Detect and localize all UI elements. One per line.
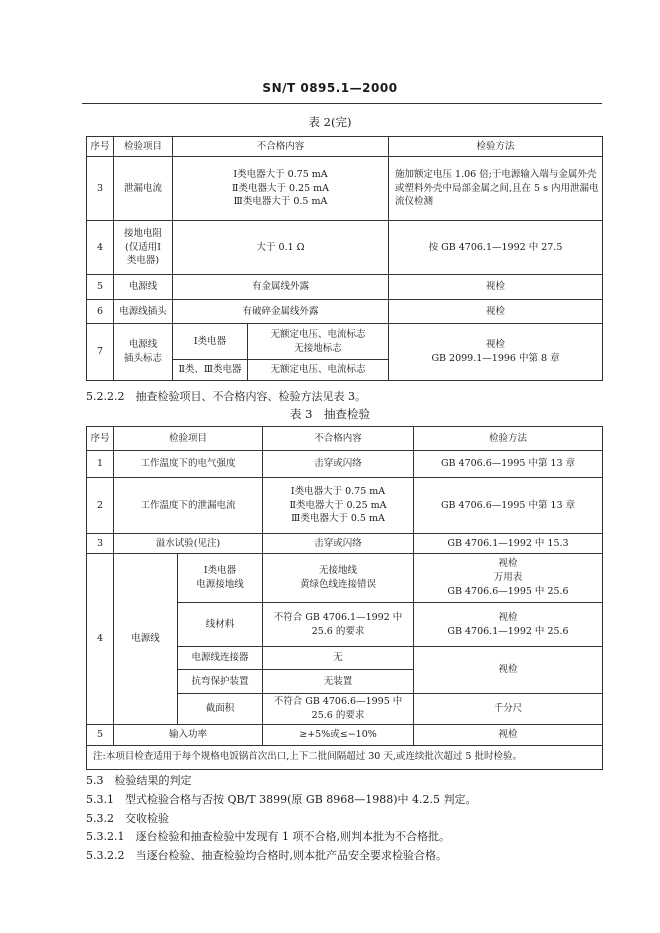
cell-content bbox=[263, 478, 414, 534]
item-line: 电源线 bbox=[128, 339, 158, 351]
cell-no: 3 bbox=[87, 157, 114, 221]
th-no: 序号 bbox=[87, 427, 114, 451]
para-5-3-1: 5.3.1 型式检验合格与否按 QB/T 3899(原 GB 8968—1988)中 4.2.5 判定。 bbox=[86, 793, 477, 806]
cell-method: GB 4706.6—1995 中第 13 章 bbox=[414, 451, 603, 478]
table-row bbox=[87, 157, 603, 221]
cell-sub: 电源线连接器 bbox=[178, 647, 263, 670]
cell-sub: Ⅰ类电器 bbox=[173, 324, 248, 360]
method-line: 万用表 bbox=[493, 572, 523, 584]
table-row bbox=[87, 427, 603, 451]
item-line: 插头标志 bbox=[123, 353, 162, 364]
content-line: 无接地线 bbox=[319, 565, 358, 577]
cell-item: 电源线 bbox=[114, 554, 178, 725]
cell-no: 1 bbox=[87, 451, 114, 478]
cell-content: 有破碎金属线外露 bbox=[173, 300, 389, 324]
table2-caption: 表 2(完) bbox=[308, 115, 352, 129]
item-line: (仅适用Ⅰ bbox=[125, 241, 161, 253]
cell-no: 3 bbox=[87, 534, 114, 554]
table-row bbox=[87, 534, 603, 554]
para-5-3: 5.3 检验结果的判定 bbox=[86, 774, 192, 787]
para-5-3-2-1: 5.3.2.1 逐台检验和抽查检验中发现有 1 项不合格,则判本批为不合格批。 bbox=[86, 830, 450, 843]
cell-content bbox=[248, 324, 389, 360]
table-row bbox=[87, 724, 603, 745]
para-5-2-2-2: 5.2.2.2 抽查检验项目、不合格内容、检验方法见表 3。 bbox=[86, 390, 366, 403]
content-line: 无额定电压、电流标志 bbox=[270, 328, 366, 340]
cell-item: 电源线 bbox=[114, 275, 173, 300]
cell-method: GB 4706.6—1995 中第 13 章 bbox=[414, 478, 603, 534]
table3 bbox=[86, 426, 603, 770]
method-line: 视检 bbox=[486, 339, 506, 351]
method-line: GB 2099.1—1996 中第 8 章 bbox=[431, 353, 560, 364]
content-line: 无接地标志 bbox=[294, 342, 342, 354]
cell-sub: Ⅱ类、Ⅲ类电器 bbox=[173, 360, 248, 381]
cell-method: 视检 bbox=[389, 275, 603, 300]
cell-method: 按 GB 4706.1—1992 中 27.5 bbox=[389, 221, 603, 275]
content-line: 黄绿色线连接错误 bbox=[300, 579, 377, 590]
table-note: 注:本项目检查适用于每个规格电饭锅首次出口,上下二批间隔超过 30 天,或连续批次超过 5 批时检验。 bbox=[87, 745, 603, 769]
content-line: Ⅱ类电器大于 0.25 mA bbox=[289, 499, 387, 511]
sub-line: 电源接地线 bbox=[196, 579, 244, 590]
sub-line: Ⅰ类电器 bbox=[203, 565, 237, 577]
cell-method: 施加额定电压 1.06 倍;于电源输入端与金属外壳或塑料外壳中局部金属之间,且在 5 s 内用泄漏电流仪检测 bbox=[389, 157, 603, 221]
cell-content: 有金属线外露 bbox=[173, 275, 389, 300]
cell-sub: 抗弯保护装置 bbox=[178, 670, 263, 694]
cell-method bbox=[389, 324, 603, 381]
cell-method bbox=[414, 554, 603, 603]
cell-item: 输入功率 bbox=[114, 724, 263, 745]
cell-no: 7 bbox=[87, 324, 114, 381]
table-row bbox=[87, 554, 603, 603]
cell-content: 大于 0.1 Ω bbox=[173, 221, 389, 275]
cell-no: 4 bbox=[87, 221, 114, 275]
cell-content: 击穿或闪络 bbox=[263, 534, 414, 554]
table3-caption: 表 3 抽查检验 bbox=[290, 407, 370, 421]
cell-method: GB 4706.1—1992 中 15.3 bbox=[414, 534, 603, 554]
table-row bbox=[87, 745, 603, 769]
standard-code: SN/T 0895.1—2000 bbox=[262, 81, 398, 95]
th-item: 检验项目 bbox=[114, 427, 263, 451]
th-item: 检验项目 bbox=[114, 137, 173, 157]
table-row bbox=[87, 221, 603, 275]
method-line: GB 4706.6—1995 中 25.6 bbox=[447, 585, 569, 597]
table-row bbox=[87, 137, 603, 157]
method-line: GB 4706.1—1992 中 25.6 bbox=[447, 625, 569, 637]
para-5-3-2-2: 5.3.2.2 当逐台检验、抽查检验均合格时,则本批产品安全要求检验合格。 bbox=[86, 849, 447, 862]
cell-content: 无装置 bbox=[263, 670, 414, 694]
cell-no: 2 bbox=[87, 478, 114, 534]
cell-no: 5 bbox=[87, 275, 114, 300]
item-line: 类电器) bbox=[126, 255, 160, 267]
table-row bbox=[87, 324, 603, 360]
cell-item bbox=[114, 324, 173, 381]
cell-content: 击穿或闪络 bbox=[263, 451, 414, 478]
cell-content bbox=[263, 554, 414, 603]
cell-sub: 截面积 bbox=[178, 694, 263, 725]
cell-content: 不符合 GB 4706.1—1992 中 25.6 的要求 bbox=[263, 603, 414, 647]
cell-content: 无 bbox=[263, 647, 414, 670]
cell-item: 工作温度下的电气强度 bbox=[114, 451, 263, 478]
cell-no: 4 bbox=[87, 554, 114, 725]
th-method: 检验方法 bbox=[389, 137, 603, 157]
cell-content: 无额定电压、电流标志 bbox=[248, 360, 389, 381]
table-row bbox=[87, 478, 603, 534]
para-5-3-2: 5.3.2 交收检验 bbox=[86, 812, 169, 825]
cell-method bbox=[414, 603, 603, 647]
cell-content: ≥+5%或≤−10% bbox=[263, 724, 414, 745]
header-rule bbox=[82, 103, 602, 104]
content-line: Ⅰ类电器大于 0.75 mA bbox=[290, 485, 386, 497]
table-row bbox=[87, 275, 603, 300]
table2 bbox=[86, 136, 603, 381]
th-no: 序号 bbox=[87, 137, 114, 157]
cell-no: 5 bbox=[87, 724, 114, 745]
item-line: 接地电阻 bbox=[123, 227, 162, 239]
cell-sub: 线材料 bbox=[178, 603, 263, 647]
th-method: 检验方法 bbox=[414, 427, 603, 451]
method-line: 视检 bbox=[498, 611, 518, 623]
cell-sub bbox=[178, 554, 263, 603]
cell-no: 6 bbox=[87, 300, 114, 324]
th-content: 不合格内容 bbox=[263, 427, 414, 451]
table-row bbox=[87, 451, 603, 478]
cell-item: 泄漏电流 bbox=[114, 157, 173, 221]
cell-method: 千分尺 bbox=[414, 694, 603, 725]
cell-item bbox=[114, 221, 173, 275]
cell-method: 视检 bbox=[414, 647, 603, 694]
cell-item: 电源线插头 bbox=[114, 300, 173, 324]
cell-content bbox=[173, 157, 389, 221]
th-content: 不合格内容 bbox=[173, 137, 389, 157]
cell-method: 视检 bbox=[414, 724, 603, 745]
method-line: 视检 bbox=[498, 558, 518, 570]
cell-content: 不符合 GB 4706.6—1995 中 25.6 的要求 bbox=[263, 694, 414, 725]
table-row bbox=[87, 300, 603, 324]
content-line: Ⅰ类电器大于 0.75 mA bbox=[233, 168, 328, 180]
cell-method: 视检 bbox=[389, 300, 603, 324]
content-line: Ⅲ类电器大于 0.5 mA bbox=[233, 196, 328, 208]
cell-item: 溢水试验(见注) bbox=[114, 534, 263, 554]
content-line: Ⅲ类电器大于 0.5 mA bbox=[291, 513, 385, 525]
content-line: Ⅱ类电器大于 0.25 mA bbox=[231, 182, 330, 194]
cell-item: 工作温度下的泄漏电流 bbox=[114, 478, 263, 534]
